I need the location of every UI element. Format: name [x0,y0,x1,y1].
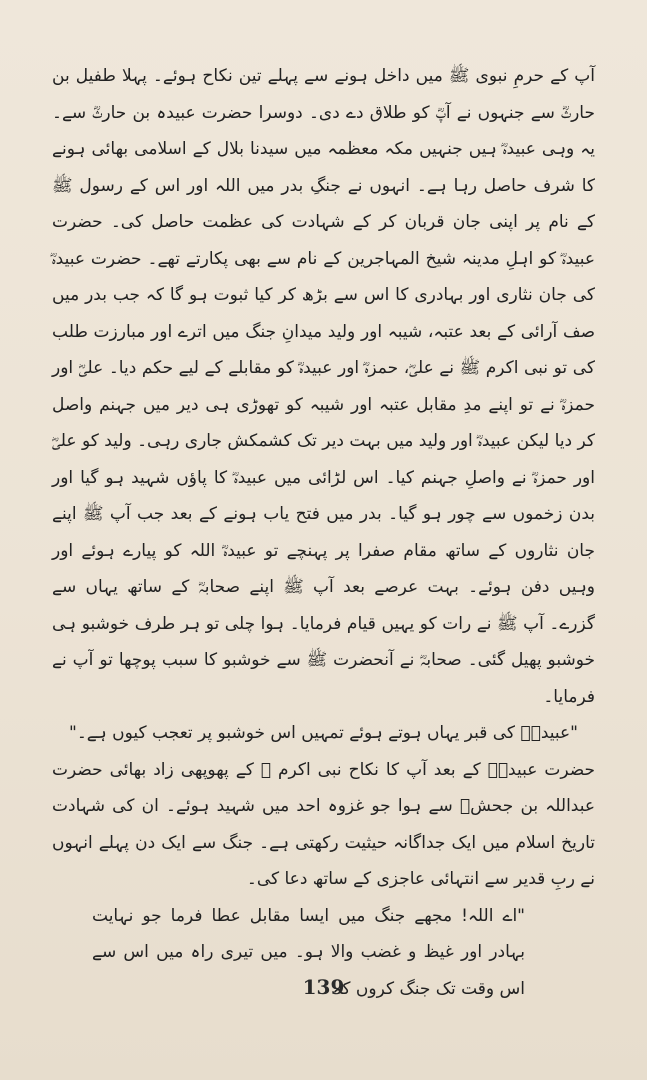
paragraph-main: آپ کے حرمِ نبوی ﷺ میں داخل ہونے سے پہلے تین نکاح ہوئے۔ پہلا طفیل بن حارثؓ سے جنہوں نے آپؓ کو طلاق دے دی۔ دوسرا حضرت عبیدہ بن حارثؓ سے۔ یہ وہی عبیدہؓ ہیں جنہیں مکہ معظمہ میں سیدنا بلال کے اسلامی بھائی ہونے کا شرف حاصل رہا ہے۔ انہوں نے جنگِ بدر میں اللہ اور اس کے رسول ﷺ کے نام پر اپنی جان قربان کر کے شہادت کی عظمت حاصل کی۔ حضرت عبیدہؓ کو اہلِ مدینہ شیخ المہاجرین کے نام سے بھی پکارتے تھے۔ حضرت عبیدہؓ کی جان نثاری اور بہادری کا اس سے بڑھ کر کیا ثبوت ہو گا کہ جب بدر میں صف آرائی کے بعد عتبہ، شیبہ اور ولید میدانِ جنگ میں اترے اور مبارزت طلب کی تو نبی اکرم ﷺ نے علیؓ، حمزہؓ اور عبیدہؓ کو مقابلے کے لیے حکم دیا۔ علیؓ اور حمزہؓ نے تو اپنے مدِ مقابل عتبہ اور شیبہ کو تھوڑی ہی دیر میں جہنم واصل کر دیا لیکن عبیدہؓ اور ولید میں بہت دیر تک کشمکش جاری رہی۔ ولید کو علیؓ اور حمزہؓ نے واصلِ جہنم کیا۔ اس لڑائی میں عبیدہؓ کا پاؤں شہید ہو گیا اور بدن زخموں سے چور ہو گیا۔ بدر میں فتح یاب ہونے کے بعد جب آپ ﷺ اپنے جان نثاروں کے ساتھ مقام صفرا پر پہنچے تو عبیدہؓ اللہ کو پیارے ہوئے اور وہیں دفن ہوئے۔ بہت عرصے بعد آپ ﷺ اپنے صحابہؓ کے ساتھ یہاں سے گزرے۔ آپ ﷺ نے رات کو یہیں قیام فرمایا۔ ہوا چلی تو ہر طرف خوشبو ہی خوشبو پھیل گئی۔ صحابہؓ نے آنحضرت ﷺ سے خوشبو کا سبب پوچھا تو آپ نے فرمایا۔ [52,66,595,707]
page-body [52,58,595,1007]
paragraph-second: حضرت عبیدہؓ کے بعد آپ کا نکاح نبی اکرم ﷺ کے پھوپھی زاد بھائی حضرت عبداللہ بن جحشؓ سے ہوا جو غزوہ احد میں شہید ہوئے۔ ان کی شہادت تاریخ اسلام میں ایک جداگانہ حیثیت رکھتی ہے۔ جنگ سے ایک دن پہلے انہوں نے ربِ قدیر سے انتہائی عاجزی کے ساتھ دعا کی۔ [52,759,595,889]
page-number: 139 [302,975,345,999]
paragraph-quote: "عبیدہؓ کی قبر یہاں ہوتے ہوئے تمہیں اس خوشبو پر تعجب کیوں ہے۔" [69,723,578,743]
paragraph-dua: "اے اللہ! مجھے جنگ میں ایسا مقابل عطا فرما جو نہایت بہادر اور غیظ و غضب والا ہو۔ میں تیری راہ میں اس سے اس وقت تک جنگ کروں کہ [92,905,525,999]
